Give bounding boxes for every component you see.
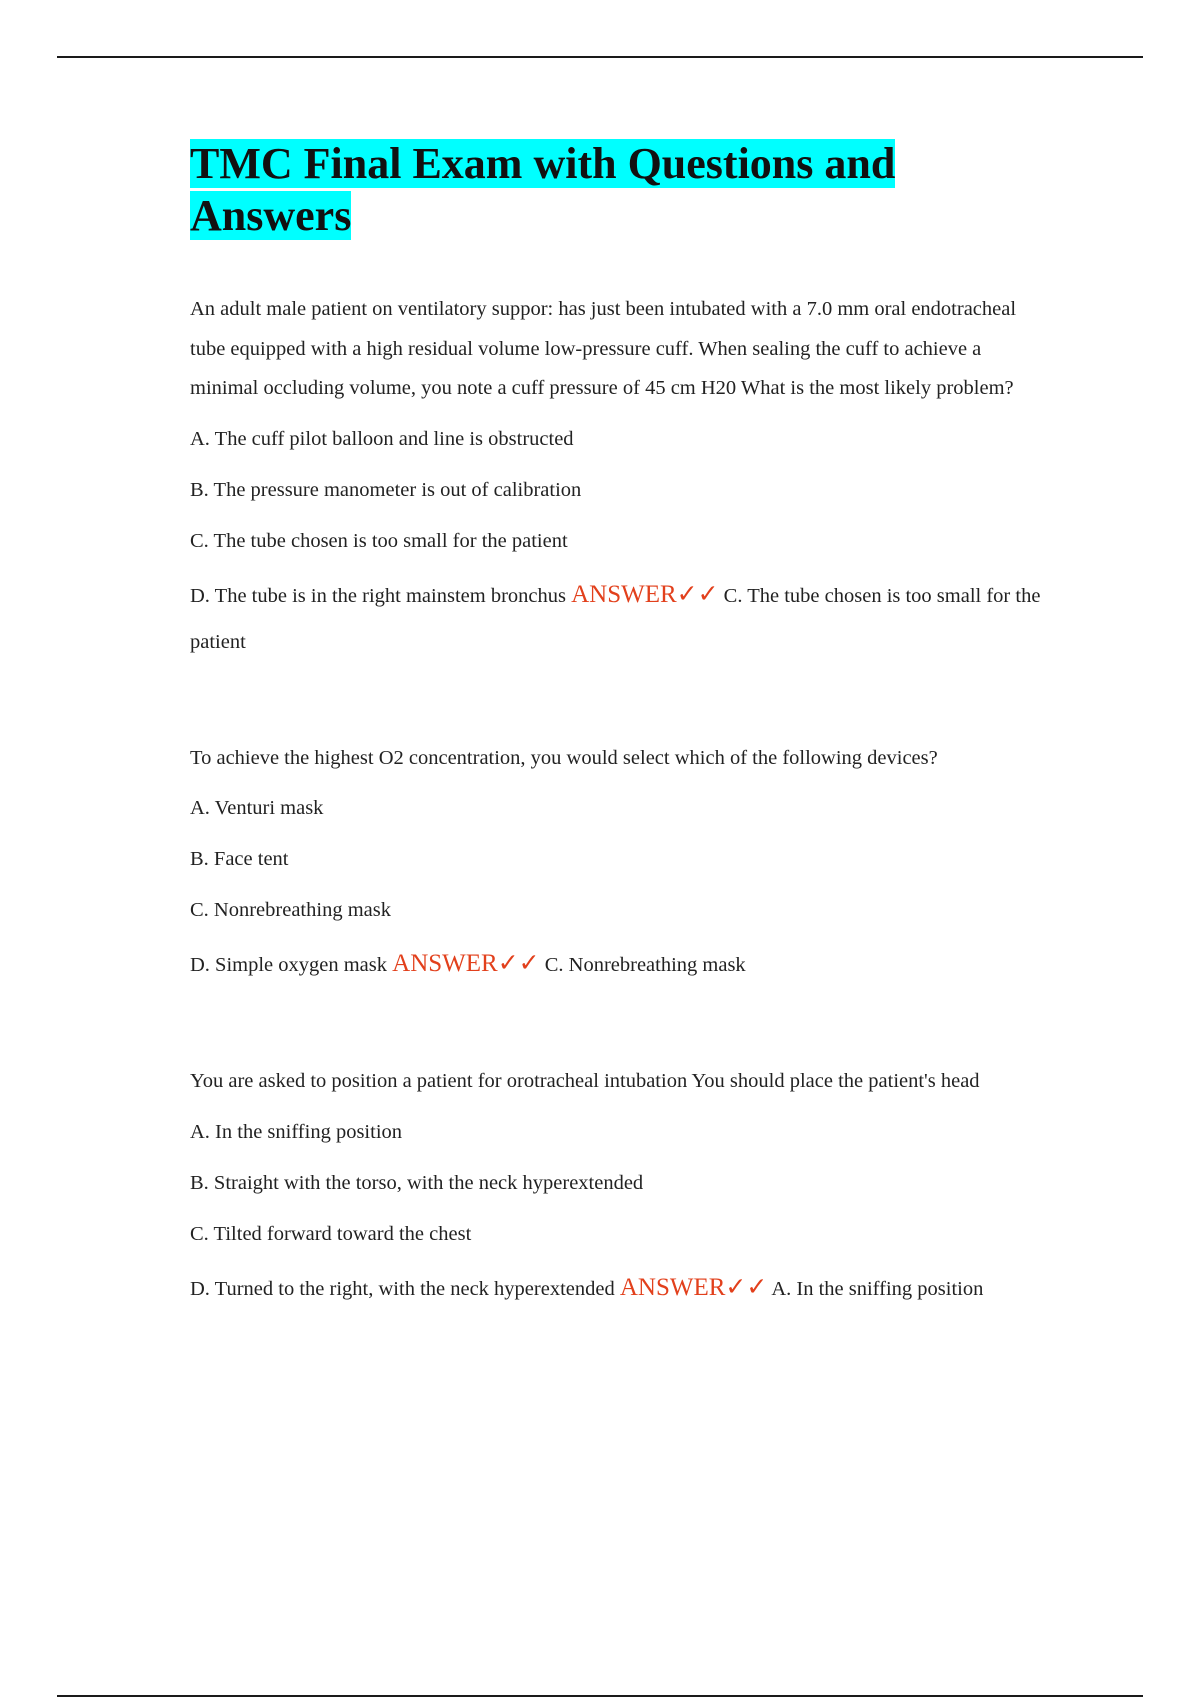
answer-text: A. In the sniffing position xyxy=(771,1277,984,1300)
document-page xyxy=(190,138,1050,1386)
question-3 xyxy=(190,1062,1050,1312)
option-b: B. The pressure manometer is out of calibration xyxy=(190,478,582,501)
question-stem: You are asked to position a patient for orotracheal intubation You should place the patient's head xyxy=(190,1070,980,1092)
title-highlight: TMC Final Exam with Questions and Answers xyxy=(190,139,896,240)
question-2 xyxy=(190,739,1050,989)
option-a: A. In the sniffing position xyxy=(190,1120,403,1143)
answer-text: C. The tube chosen is too small for the patient xyxy=(190,584,1041,653)
option-b: B. Face tent xyxy=(190,848,289,870)
option-a: A. Venturi mask xyxy=(190,797,324,819)
answer-text: C. Nonrebreathing mask xyxy=(544,954,746,976)
answer-label: ANSWER✓✓ xyxy=(392,950,540,977)
question-stem: To achieve the highest O2 concentration, you would select which of the following devices? xyxy=(190,746,938,769)
option-d-with-answer xyxy=(190,1265,1050,1312)
bottom-rule xyxy=(57,1695,1143,1697)
question-stem: An adult male patient on ventilatory suppor: has just been intubated with a 7.0 mm oral endotracheal tube equipped with a high residual volume low-pressure cuff. When sealing the cuff to achieve a minimal occluding volume, you note a cuff pressure of 45 cm H20 What is the most likely problem? xyxy=(190,298,1017,399)
option-d: D. Simple oxygen mask xyxy=(190,954,388,976)
option-a: A. The cuff pilot balloon and line is obstructed xyxy=(190,427,574,450)
answer-label: ANSWER✓✓ xyxy=(619,1273,768,1301)
top-rule xyxy=(57,56,1143,58)
answer-label: ANSWER✓✓ xyxy=(571,580,719,608)
option-c: C. Tilted forward toward the chest xyxy=(190,1222,472,1245)
option-c: C. Nonrebreathing mask xyxy=(190,899,391,921)
option-d: D. The tube is in the right mainstem bronchus xyxy=(190,584,566,607)
option-d-with-answer xyxy=(190,572,1050,665)
option-b: B. Straight with the torso, with the neck hyperextended xyxy=(190,1171,644,1194)
option-d-with-answer xyxy=(190,941,1050,988)
option-c: C. The tube chosen is too small for the patient xyxy=(190,529,568,552)
option-d: D. Turned to the right, with the neck hyperextended xyxy=(190,1277,615,1300)
document-title xyxy=(190,138,1050,242)
question-1 xyxy=(190,290,1050,665)
